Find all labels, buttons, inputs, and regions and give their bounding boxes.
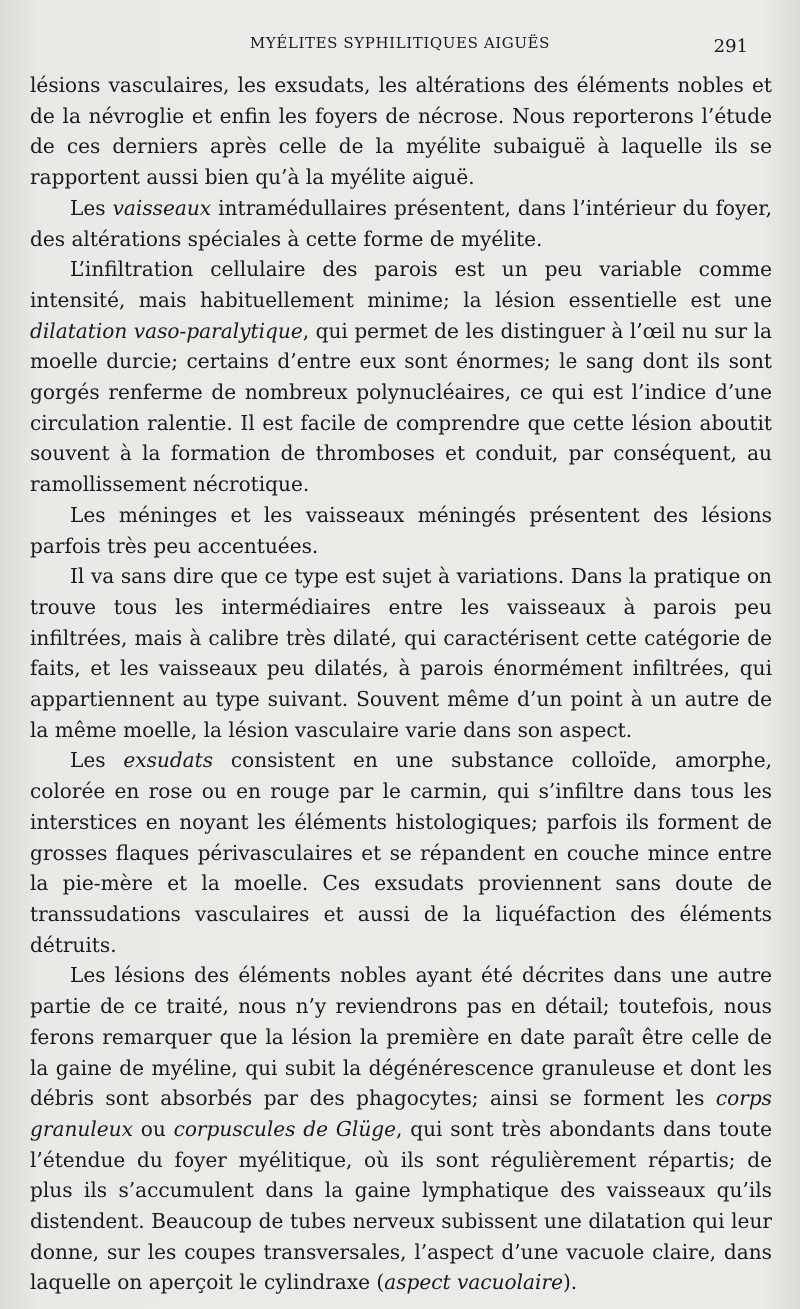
text-run: lésions vasculaires, les exsudats, les altérations des éléments nobles et de la névroglie et enfin les foyers de nécrose. Nous reporterons l’étude de ces derniers après celle de la myélite subaiguë à laquelle ils se rapportent aussi bien qu’à la myélite aiguë. <box>30 73 772 190</box>
text-run: Il va sans dire que ce type est sujet à variations. Dans la pratique on trouve tous les intermédiaires entre les vaisseaux à parois peu infiltrées, mais à calibre très dilaté, qui caractérisent cette catégorie de faits, et les vaisseaux peu dilatés, à parois énormément infiltrées, qui appartiennent au type suivant. Souvent même d’un point à un autre de la même moelle, la lésion vasculaire varie dans son aspect. <box>30 564 772 742</box>
italic-term: dilatation vaso-paralytique <box>30 318 303 343</box>
paragraph-elements-nobles <box>30 960 772 1298</box>
text-run: L’infiltration cellulaire des parois est un peu variable comme intensité, mais habituellement minime; la lésion essentielle est une <box>30 257 772 312</box>
text-run: intramédullaires présentent, dans l’intérieur du foyer, des altérations spéciales à cette forme de myélite. <box>30 195 773 251</box>
italic-term: exsudats <box>123 748 214 773</box>
paragraph-continuation <box>30 70 772 193</box>
text-run: Les méninges et les vaisseaux méningés présentent des lésions parfois très peu accentuées. <box>30 502 772 558</box>
paragraph-variations <box>30 561 772 745</box>
page-number: 291 <box>713 36 748 57</box>
italic-term: aspect vacuolaire <box>384 1270 563 1295</box>
text-run: ). <box>562 1270 578 1295</box>
text-run: , qui sont très abondants dans toute l’étendue du foyer myélitique, où ils sont régulièrement répartis; de plus ils s’accumulent dans la gaine lymphatique des vaisseaux qu’ils distendent. Beaucoup de tubes nerveux subissent une dilatation qui leur donne, sur les coupes transversales, l’aspect d’une vacuole claire, dans laquelle on aperçoit le cylindraxe ( <box>30 1116 772 1295</box>
page-header <box>0 30 800 60</box>
paragraph-exsudats <box>30 745 772 960</box>
running-title: MYÉLITES SYPHILITIQUES AIGUËS <box>249 34 551 52</box>
text-run: Les <box>70 748 124 773</box>
paragraph-infiltration <box>30 254 772 500</box>
paragraph-meninges <box>30 500 772 561</box>
paragraph-vaisseaux <box>30 193 772 254</box>
italic-term: corps granuleux <box>30 1086 772 1141</box>
body-text <box>30 70 772 1298</box>
italic-term: corpuscules de Glüge <box>173 1116 397 1141</box>
text-run: consistent en une substance colloïde, amorphe, colorée en rose ou en rouge par le carmin, qui s’infiltre dans tous les interstices en noyant les éléments histologiques; parfois ils forment de grosses flaques périvasculaires et se répandent en couche mince entre la pie-mère et la moelle. Ces exsudats proviennent sans doute de transsudations vasculaires et aussi de la liquéfaction des éléments détruits. <box>30 748 772 957</box>
italic-term: vaisseaux <box>112 195 212 220</box>
text-run: Les <box>70 195 113 220</box>
text-run: , qui permet de les distinguer à l’œil nu sur la moelle durcie; certains d’entre eux sont énormes; le sang dont ils sont gorgés renferme de nombreux polynucléaires, ce qui est l’indice d’une circulation ralentie. Il est facile de comprendre que cette lésion aboutit souvent à la formation de thromboses et conduit, par conséquent, au ramollissement nécrotique. <box>30 318 772 497</box>
text-run: ou <box>132 1116 174 1141</box>
text-run: Les lésions des éléments nobles ayant été décrites dans une autre partie de ce traité, nous n’y reviendrons pas en détail; toutefois, nous ferons remarquer que la lésion la première en date paraît être celle de la gaine de myéline, qui subit la dégénérescence granuleuse et dont les débris sont absorbés par des phagocytes; ainsi se forment les <box>30 963 772 1111</box>
